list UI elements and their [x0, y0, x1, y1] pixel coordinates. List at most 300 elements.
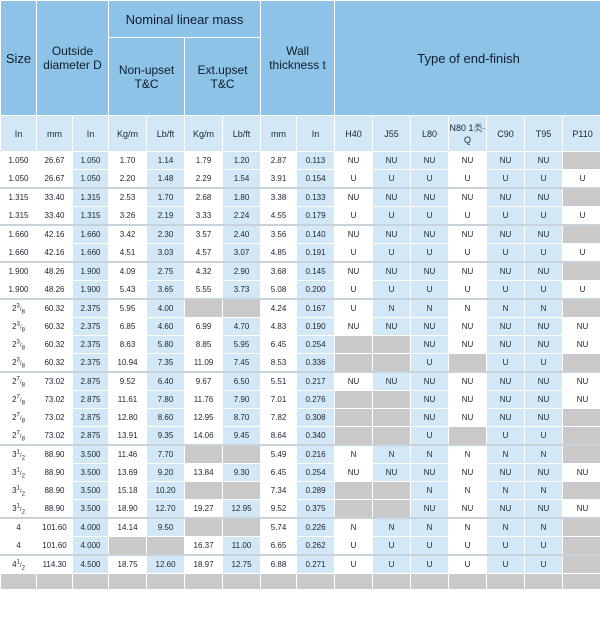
- data-cell: [335, 482, 373, 500]
- data-cell: 0.190: [297, 318, 335, 336]
- data-cell: NU: [563, 318, 600, 336]
- fraction-slash: /: [19, 398, 22, 404]
- data-cell: 3.68: [261, 262, 297, 281]
- unit-cell: P110: [563, 116, 600, 152]
- data-cell: 12.80: [109, 409, 147, 427]
- fraction-slash: /: [19, 453, 22, 459]
- header-non-upset: Non-upset T&C: [109, 38, 185, 116]
- data-cell: NU: [373, 152, 411, 170]
- size-cell: [1, 336, 37, 354]
- unit-cell: Lb/ft: [147, 116, 185, 152]
- data-cell: [335, 391, 373, 409]
- size-numerator: 7: [16, 430, 20, 437]
- data-cell: 10.94: [109, 354, 147, 373]
- fraction-slash: /: [19, 489, 22, 495]
- data-cell: NU: [487, 391, 525, 409]
- data-cell: 2.375: [73, 299, 109, 318]
- data-cell: U: [487, 537, 525, 556]
- data-cell: U: [373, 170, 411, 189]
- data-cell: 2.68: [185, 188, 223, 207]
- data-cell: 1.660: [73, 225, 109, 244]
- data-cell: NU: [563, 500, 600, 519]
- data-cell: U: [525, 427, 563, 446]
- data-cell: U: [449, 207, 487, 226]
- data-cell: U: [335, 170, 373, 189]
- data-cell: 42.16: [37, 225, 73, 244]
- data-cell: [563, 262, 600, 281]
- data-cell: 2.19: [147, 207, 185, 226]
- data-cell: 9.20: [147, 464, 185, 482]
- size-whole: 3: [12, 504, 17, 513]
- data-cell: N: [411, 445, 449, 464]
- data-cell: 8.70: [223, 409, 261, 427]
- size-denominator: 8: [21, 400, 25, 407]
- data-cell: 12.95: [223, 500, 261, 519]
- unit-cell: L80: [411, 116, 449, 152]
- data-cell: 7.01: [261, 391, 297, 409]
- fraction-slash: /: [19, 434, 22, 440]
- data-cell: 7.80: [147, 391, 185, 409]
- data-cell: 4.00: [147, 299, 185, 318]
- data-cell: NU: [449, 225, 487, 244]
- data-cell: NU: [525, 336, 563, 354]
- data-cell: NU: [411, 262, 449, 281]
- data-cell: 9.30: [223, 464, 261, 482]
- size-cell: [1, 500, 37, 519]
- table-row: [1, 391, 600, 409]
- data-cell: 0.375: [297, 500, 335, 519]
- table-row: [1, 262, 600, 281]
- data-cell: U: [411, 537, 449, 556]
- data-cell: 13.84: [185, 464, 223, 482]
- data-cell: 18.75: [109, 555, 147, 574]
- data-cell: [223, 445, 261, 464]
- data-cell: U: [373, 244, 411, 263]
- footer-cell: [1, 574, 37, 590]
- data-cell: 0.167: [297, 299, 335, 318]
- data-cell: 18.90: [109, 500, 147, 519]
- data-cell: NU: [563, 372, 600, 391]
- size-cell: 1.315: [1, 188, 37, 207]
- size-cell: 1.900: [1, 281, 37, 300]
- data-cell: 0.145: [297, 262, 335, 281]
- data-cell: NU: [487, 500, 525, 519]
- data-cell: U: [335, 244, 373, 263]
- data-cell: 0.254: [297, 336, 335, 354]
- data-cell: 2.20: [109, 170, 147, 189]
- size-cell: [1, 299, 37, 318]
- data-cell: U: [411, 207, 449, 226]
- data-cell: 101.60: [37, 537, 73, 556]
- data-cell: 73.02: [37, 372, 73, 391]
- size-numerator: 3: [16, 321, 20, 328]
- footer-cell: [487, 574, 525, 590]
- data-cell: 48.26: [37, 262, 73, 281]
- data-cell: 6.45: [261, 464, 297, 482]
- table-row: [1, 207, 600, 226]
- data-cell: U: [487, 170, 525, 189]
- data-cell: 2.875: [73, 391, 109, 409]
- data-cell: 9.52: [261, 500, 297, 519]
- data-cell: 0.113: [297, 152, 335, 170]
- data-cell: NU: [335, 464, 373, 482]
- data-cell: [563, 409, 600, 427]
- data-cell: 3.500: [73, 482, 109, 500]
- data-cell: NU: [487, 336, 525, 354]
- data-cell: [335, 427, 373, 446]
- size-cell: [1, 391, 37, 409]
- unit-cell: H40: [335, 116, 373, 152]
- size-numerator: 7: [16, 394, 20, 401]
- data-cell: N: [525, 299, 563, 318]
- size-numerator: 7: [16, 376, 20, 383]
- table-body: [1, 152, 600, 590]
- data-cell: NU: [449, 500, 487, 519]
- data-cell: 6.40: [147, 372, 185, 391]
- size-whole: 2: [12, 322, 17, 331]
- data-cell: NU: [525, 262, 563, 281]
- data-cell: NU: [335, 262, 373, 281]
- size-numerator: 3: [16, 357, 20, 364]
- data-cell: 5.95: [223, 336, 261, 354]
- header-type-end-finish: Type of end-finish: [335, 1, 600, 116]
- data-cell: NU: [335, 318, 373, 336]
- data-cell: [449, 427, 487, 446]
- data-cell: U: [449, 537, 487, 556]
- data-cell: N: [411, 518, 449, 537]
- data-cell: 3.42: [109, 225, 147, 244]
- fraction-slash: /: [19, 343, 22, 349]
- size-cell: [1, 372, 37, 391]
- data-cell: 26.67: [37, 170, 73, 189]
- data-cell: 9.52: [109, 372, 147, 391]
- data-cell: 6.99: [185, 318, 223, 336]
- data-cell: U: [411, 555, 449, 574]
- data-cell: N: [487, 445, 525, 464]
- table-row: [1, 409, 600, 427]
- size-whole: 3: [12, 450, 17, 459]
- data-cell: NU: [525, 152, 563, 170]
- data-cell: 2.90: [223, 262, 261, 281]
- data-cell: 2.53: [109, 188, 147, 207]
- data-cell: [563, 555, 600, 574]
- table-row: [1, 500, 600, 519]
- data-cell: [223, 518, 261, 537]
- data-cell: 4.60: [147, 318, 185, 336]
- unit-cell: T95: [525, 116, 563, 152]
- data-cell: U: [335, 537, 373, 556]
- header-size: Size: [1, 1, 37, 116]
- data-cell: 3.26: [109, 207, 147, 226]
- data-cell: 0.216: [297, 445, 335, 464]
- data-cell: 5.51: [261, 372, 297, 391]
- data-cell: NU: [411, 372, 449, 391]
- data-cell: 5.49: [261, 445, 297, 464]
- data-cell: [185, 518, 223, 537]
- data-cell: [563, 445, 600, 464]
- data-cell: N: [335, 445, 373, 464]
- data-cell: 5.08: [261, 281, 297, 300]
- data-cell: 6.88: [261, 555, 297, 574]
- data-cell: NU: [525, 409, 563, 427]
- data-cell: 2.875: [73, 372, 109, 391]
- data-cell: NU: [487, 225, 525, 244]
- data-cell: 0.289: [297, 482, 335, 500]
- data-cell: 12.95: [185, 409, 223, 427]
- data-cell: U: [449, 170, 487, 189]
- data-cell: NU: [449, 262, 487, 281]
- size-denominator: 2: [21, 491, 25, 498]
- data-cell: 0.254: [297, 464, 335, 482]
- data-cell: NU: [373, 225, 411, 244]
- table-row: [1, 555, 600, 574]
- size-denominator: 2: [21, 455, 25, 462]
- data-cell: U: [525, 537, 563, 556]
- data-cell: [109, 537, 147, 556]
- data-cell: NU: [449, 318, 487, 336]
- data-cell: 8.53: [261, 354, 297, 373]
- data-cell: NU: [449, 188, 487, 207]
- data-cell: N: [449, 518, 487, 537]
- data-cell: 2.29: [185, 170, 223, 189]
- data-cell: NU: [525, 225, 563, 244]
- data-cell: U: [449, 281, 487, 300]
- data-cell: U: [335, 555, 373, 574]
- data-cell: 88.90: [37, 445, 73, 464]
- data-cell: 3.07: [223, 244, 261, 263]
- data-cell: NU: [411, 391, 449, 409]
- data-cell: NU: [373, 188, 411, 207]
- data-cell: 12.60: [147, 555, 185, 574]
- data-cell: 5.95: [109, 299, 147, 318]
- data-cell: 9.67: [185, 372, 223, 391]
- data-cell: 3.33: [185, 207, 223, 226]
- data-cell: 8.85: [185, 336, 223, 354]
- data-cell: 2.375: [73, 336, 109, 354]
- data-cell: NU: [411, 318, 449, 336]
- data-cell: [563, 188, 600, 207]
- data-cell: NU: [525, 500, 563, 519]
- unit-cell: Kg/m: [185, 116, 223, 152]
- data-cell: 7.90: [223, 391, 261, 409]
- data-cell: [563, 299, 600, 318]
- data-cell: [223, 299, 261, 318]
- footer-cell: [373, 574, 411, 590]
- data-cell: U: [487, 281, 525, 300]
- data-cell: NU: [373, 318, 411, 336]
- data-cell: NU: [525, 464, 563, 482]
- data-cell: N: [449, 482, 487, 500]
- size-numerator: 3: [16, 303, 20, 310]
- unit-cell: In: [297, 116, 335, 152]
- footer-cell: [223, 574, 261, 590]
- data-cell: NU: [487, 152, 525, 170]
- data-cell: 12.75: [223, 555, 261, 574]
- data-cell: U: [487, 354, 525, 373]
- table-row: [1, 354, 600, 373]
- footer-cell: [261, 574, 297, 590]
- footer-cell: [73, 574, 109, 590]
- data-cell: NU: [525, 372, 563, 391]
- size-denominator: 8: [21, 309, 25, 316]
- data-cell: [563, 152, 600, 170]
- data-cell: 6.45: [261, 336, 297, 354]
- size-whole: 2: [12, 431, 17, 440]
- data-cell: U: [335, 299, 373, 318]
- data-cell: NU: [411, 336, 449, 354]
- data-cell: 8.64: [261, 427, 297, 446]
- data-cell: 48.26: [37, 281, 73, 300]
- fraction-slash: /: [19, 325, 22, 331]
- data-cell: N: [487, 518, 525, 537]
- data-cell: 7.45: [223, 354, 261, 373]
- size-denominator: 2: [21, 565, 25, 572]
- data-cell: 4.83: [261, 318, 297, 336]
- data-cell: 88.90: [37, 482, 73, 500]
- data-cell: NU: [449, 391, 487, 409]
- data-cell: NU: [335, 152, 373, 170]
- data-cell: NU: [487, 262, 525, 281]
- size-numerator: 1: [16, 467, 20, 474]
- data-cell: 1.050: [73, 170, 109, 189]
- data-cell: 3.73: [223, 281, 261, 300]
- fraction-slash: /: [19, 471, 22, 477]
- data-cell: U: [411, 170, 449, 189]
- data-cell: N: [525, 482, 563, 500]
- data-cell: NU: [373, 262, 411, 281]
- data-cell: 60.32: [37, 336, 73, 354]
- data-cell: NU: [449, 372, 487, 391]
- data-cell: 4.70: [223, 318, 261, 336]
- header-outside-diameter: Outside diameter D: [37, 1, 109, 116]
- data-cell: 3.03: [147, 244, 185, 263]
- data-cell: U: [373, 281, 411, 300]
- data-cell: U: [487, 427, 525, 446]
- size-numerator: 1: [16, 485, 20, 492]
- data-cell: NU: [335, 225, 373, 244]
- data-cell: N: [373, 518, 411, 537]
- data-cell: 0.140: [297, 225, 335, 244]
- data-cell: 1.20: [223, 152, 261, 170]
- data-cell: 4.000: [73, 537, 109, 556]
- data-cell: NU: [487, 409, 525, 427]
- data-cell: NU: [449, 152, 487, 170]
- data-cell: 4.32: [185, 262, 223, 281]
- data-cell: 1.315: [73, 188, 109, 207]
- size-cell: [1, 555, 37, 574]
- data-cell: 2.75: [147, 262, 185, 281]
- data-cell: 5.74: [261, 518, 297, 537]
- data-cell: [563, 427, 600, 446]
- data-cell: N: [487, 299, 525, 318]
- footer-cell: [563, 574, 600, 590]
- table-row: [1, 518, 600, 537]
- data-cell: 6.50: [223, 372, 261, 391]
- data-cell: 6.85: [109, 318, 147, 336]
- data-cell: [335, 500, 373, 519]
- fraction-slash: /: [19, 507, 22, 513]
- data-cell: 7.35: [147, 354, 185, 373]
- data-cell: 101.60: [37, 518, 73, 537]
- data-cell: 2.40: [223, 225, 261, 244]
- header-nominal-linear-mass: Nominal linear mass: [109, 1, 261, 38]
- unit-cell: In: [73, 116, 109, 152]
- data-cell: 0.276: [297, 391, 335, 409]
- data-cell: 2.87: [261, 152, 297, 170]
- fraction-slash: /: [19, 416, 22, 422]
- unit-cell: J55: [373, 116, 411, 152]
- size-whole: 2: [12, 304, 17, 313]
- data-cell: 73.02: [37, 391, 73, 409]
- size-cell: [1, 354, 37, 373]
- data-cell: N: [525, 518, 563, 537]
- data-cell: U: [373, 207, 411, 226]
- size-denominator: 2: [21, 473, 25, 480]
- data-cell: NU: [335, 188, 373, 207]
- data-cell: 0.308: [297, 409, 335, 427]
- data-cell: [373, 500, 411, 519]
- unit-cell: mm: [261, 116, 297, 152]
- data-cell: 0.179: [297, 207, 335, 226]
- data-cell: 7.70: [147, 445, 185, 464]
- unit-cell: C90: [487, 116, 525, 152]
- data-cell: N: [373, 299, 411, 318]
- data-cell: 5.43: [109, 281, 147, 300]
- size-whole: 2: [12, 377, 17, 386]
- data-cell: 9.50: [147, 518, 185, 537]
- data-cell: 12.70: [147, 500, 185, 519]
- data-cell: 4.000: [73, 518, 109, 537]
- fraction-slash: /: [19, 380, 22, 386]
- data-cell: U: [525, 354, 563, 373]
- data-cell: 60.32: [37, 354, 73, 373]
- data-cell: 11.09: [185, 354, 223, 373]
- data-cell: 4.55: [261, 207, 297, 226]
- size-denominator: 2: [21, 509, 25, 516]
- data-cell: U: [411, 244, 449, 263]
- data-cell: 3.65: [147, 281, 185, 300]
- data-cell: U: [411, 427, 449, 446]
- data-cell: 11.76: [185, 391, 223, 409]
- footer-cell: [109, 574, 147, 590]
- data-cell: U: [373, 555, 411, 574]
- size-numerator: 7: [16, 412, 20, 419]
- data-cell: 4.09: [109, 262, 147, 281]
- unit-cell: Kg/m: [109, 116, 147, 152]
- data-cell: 1.48: [147, 170, 185, 189]
- data-cell: 3.57: [185, 225, 223, 244]
- data-cell: NU: [411, 464, 449, 482]
- data-cell: NU: [411, 188, 449, 207]
- data-cell: U: [335, 207, 373, 226]
- data-cell: U: [487, 555, 525, 574]
- table-row: [1, 372, 600, 391]
- data-cell: 18.97: [185, 555, 223, 574]
- size-denominator: 8: [21, 327, 25, 334]
- data-cell: 13.69: [109, 464, 147, 482]
- data-cell: NU: [411, 225, 449, 244]
- table-row: [1, 318, 600, 336]
- size-cell: 1.315: [1, 207, 37, 226]
- size-denominator: 8: [21, 363, 25, 370]
- footer-cell: [297, 574, 335, 590]
- data-cell: 1.70: [109, 152, 147, 170]
- footer-cell: [185, 574, 223, 590]
- data-cell: NU: [411, 152, 449, 170]
- data-cell: [335, 354, 373, 373]
- data-cell: 1.79: [185, 152, 223, 170]
- data-cell: 1.050: [73, 152, 109, 170]
